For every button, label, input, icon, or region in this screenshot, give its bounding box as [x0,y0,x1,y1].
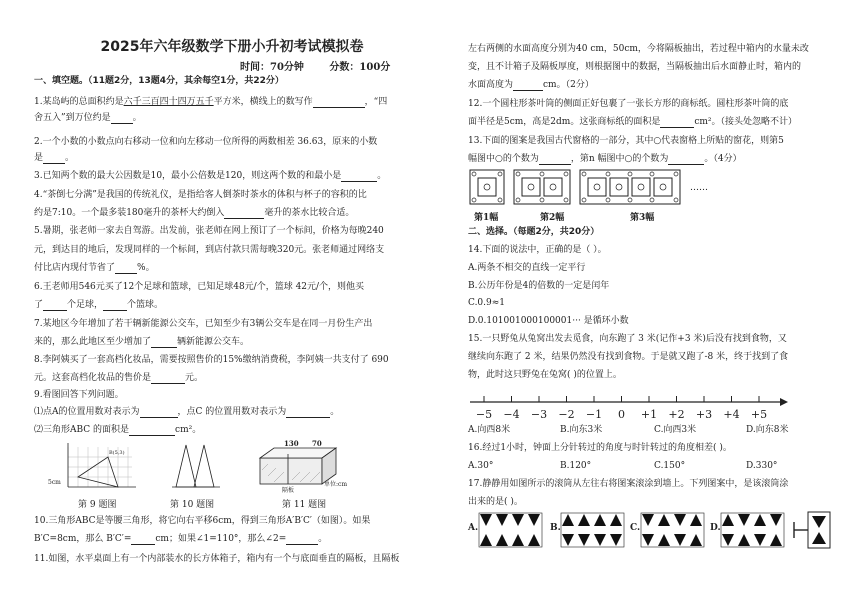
q15-line2: 继续向东跑了 2 米，结果仍然没有找到食物。于是就又跑了-8 米，终于找到了食 [468,352,789,362]
exam-meta [240,58,412,73]
q14-option-a[interactable]: A.两条不相交的直线一定平行 [468,263,586,273]
fig11-dim-130: 130 [284,440,299,448]
number-line-label: −3 [530,408,548,421]
fig11-box [254,440,354,494]
number-line-label: −2 [558,408,575,421]
q5-line1: 5.暑期，张老师一家去自驾游。出发前，张老师在网上预订了一个标间，价格为每晚240 [34,226,384,236]
number-line-label: +4 [723,408,740,421]
q14-stem: 14.下面的说法中，正确的是（ ）。 [468,245,607,255]
section-1-heading: 一、填空题。（11题2分，13题4分，其余每空1分，共22分） [34,76,284,86]
q17-option-d-label[interactable]: D. [710,523,721,533]
q17-option-b-label[interactable]: B. [550,523,561,533]
q7-line2: 来的，那么此地区至少增加了 辆新能源公交车。 [34,337,250,347]
q9-blank1[interactable] [140,407,178,418]
q10-line1: 10.三角形ABC是等腰三角形，将它向右平移6cm，得到三角形A′B′C′（如图）。如果 [34,516,371,526]
q1-line2: 舍五入”到万位约是 。 [34,113,142,123]
q16-option-b[interactable]: B.120° [560,461,592,471]
q16-option-c[interactable]: C.150° [654,461,686,471]
number-line [468,388,788,424]
q13-blank1[interactable] [539,154,571,165]
q4-line1: 4.“茶倒七分满”是我国的传统礼仪，是指给客人倒茶时茶水的体积与杯子的容积的比 [34,190,367,200]
fig9-grid [46,441,142,493]
roller-icon [792,508,834,552]
q4-blank[interactable] [224,208,264,219]
q17-pattern-a[interactable] [478,512,544,548]
q13-blank2[interactable] [668,154,704,165]
fig13-lattices [468,168,768,208]
q9-part2: ⑵三角形ABC 的面积是 cm²。 [34,425,202,435]
q10-blank1[interactable] [131,534,155,545]
number-line-label: +1 [640,408,658,421]
q10-blank2[interactable] [286,534,318,545]
fig9-scale-label: 5cm [48,479,61,486]
q15-option-c[interactable]: C.向西3米 [654,425,697,435]
q15-line1: 15.一只野兔从兔窝出发去觅食，向东跑了 3 米(记作+3 米)后没有找到食物，又 [468,334,787,344]
number-line-label: 0 [618,408,625,421]
fig13-caption-1: 第1幅 [474,213,499,223]
q12-blank[interactable] [660,117,694,128]
q5-blank[interactable] [115,263,137,274]
fig13-ellipsis: …… [690,183,708,193]
q17-line1: 17.静静用如图所示的滚筒从左往右将图案滚涂到墙上。下列图案中，是该滚筒涂 [468,479,789,489]
fig13-caption-2: 第2幅 [540,213,565,223]
q12-line1: 12.一个圆柱形茶叶筒的侧面正好包裹了一张长方形的商标纸。圆柱形茶叶筒的底 [468,99,789,109]
q2-line2: 是 。 [34,153,75,163]
q17-option-c-label[interactable]: C. [630,523,641,533]
q9-blank3[interactable] [129,425,175,436]
q15-option-d[interactable]: D.向东8米 [746,425,789,435]
q4-line2: 约是7:10。一个最多装180毫升的茶杯大约倒入 毫升的茶水比较合适。 [34,208,355,218]
q7-line1: 7.某地区今年增加了若干辆新能源公交车，已知至少有3辆公交车是在同一月份生产出 [34,319,373,329]
q9-part1: ⑴点A的位置用数对表示为 ，点C 的位置用数对表示为 。 [34,407,340,417]
q10-line2: B′C=8cm，那么 B′C′= cm；如果∠1=110°，那么∠2= 。 [34,534,328,544]
q11-line4: 水面高度为 cm。（2分） [468,80,594,90]
fig11-dim-70: 70 [312,440,322,448]
page-title: 2025年六年级数学下册小升初考试模拟卷 [100,39,364,55]
q8-line2: 元。这套高档化妆品的售价是 元。 [34,373,204,383]
q2-line1: 2.一个小数的小数点向右移动一位和向左移动一位所得的两数相差 36.63，原来的小数 [34,137,378,147]
q16-option-a[interactable]: A.30° [468,461,494,471]
q15-option-a[interactable]: A.向西8米 [468,425,511,435]
number-line-label: +5 [750,408,768,421]
fig10-caption: 第 10 题图 [170,500,215,510]
q1-line1: 1.某岛屿的总面积约是六千三百四十四万五千平方米，横线上的数写作 ，“四 [34,97,388,107]
q14-option-c[interactable]: C.0.9≈1 [468,298,506,308]
section-2-heading: 二、选择。（每题2分，共20分） [468,227,600,237]
number-line-label: −5 [475,408,493,421]
q3-line: 3.已知两个数的最大公因数是10，最小公倍数是120，则这两个数的和最小是 。 [34,171,387,181]
fig11-caption: 第 11 题图 [282,500,327,510]
q15-line3: 物，此时这只野兔在兔窝( )的位置上。 [468,370,622,380]
q16-option-d[interactable]: D.330° [746,461,778,471]
q9-heading: 9.看图回答下列问题。 [34,390,124,400]
q8-blank[interactable] [151,373,185,384]
q8-line1: 8.李阿姨买了一套高档化妆品，需要按照售价的15%缴纳消费税，李阿姨一共支付了 690 [34,355,389,365]
number-line-label: −4 [503,408,520,421]
q14-option-d[interactable]: D.0.101001000100001··· 是循环小数 [468,316,629,326]
q13-line1: 13.下面的图案是我国古代窗格的一部分，其中○代表窗格上所贴的窗花，则第5 [468,136,784,146]
number-line-label: +2 [668,408,685,421]
q9-blank2[interactable] [286,407,330,418]
fig13-caption-3: 第3幅 [630,213,655,223]
exam-time: 时间：70分钟 [240,62,304,73]
q11-blank[interactable] [513,80,543,91]
q1-blank1[interactable] [313,97,365,108]
fig10-triangles [170,441,230,493]
q14-option-b[interactable]: B.公历年份是4的倍数的一定是闰年 [468,281,610,291]
q7-blank[interactable] [151,337,177,348]
q6-line2: 了 个足球， 个篮球。 [34,300,164,310]
q15-option-b[interactable]: B.向东3米 [560,425,603,435]
fig11-partition-label: 隔板 [282,487,295,494]
q11-line2: 左右两侧的水面高度分别为40 cm，50cm，今将隔板抽出，若过程中箱内的水量未改 [468,44,809,54]
q3-blank[interactable] [341,171,377,182]
q17-pattern-b[interactable] [560,512,626,548]
q11-line3: 变，且不计箱子及隔板厚度，则根据图中的数据，当隔板抽出后水面静止时，箱内的 [468,62,802,72]
q16-stem: 16.经过1小时，钟面上分针转过的角度与时针转过的角度相差( )。 [468,443,732,453]
q13-line2: 幅图中○的个数为 ，第n 幅图中○的个数为 。（4分） [468,154,742,164]
q17-option-a-label[interactable]: A. [468,523,479,533]
q6-line1: 6.王老师用546元买了12个足球和篮球，已知足球48元/个，篮球 42元/个，则他买 [34,282,365,292]
fig9-point-b: B(5,3) [109,450,125,456]
q1-blank2[interactable] [111,113,133,124]
q2-blank[interactable] [43,153,65,164]
number-line-label: +3 [695,408,713,421]
q17-pattern-c[interactable] [640,512,706,548]
q6-blank2[interactable] [103,300,127,311]
q12-line2: 面半径是5cm，高是2dm。这张商标纸的面积是 cm²。（接头处忽略不计） [468,117,798,127]
q5-line2: 元，到达目的地后，发现同样的一个标间，到店付款只需每晚320元。张老师通过网络支 [34,245,385,255]
fig9-caption: 第 9 题图 [78,500,117,510]
q6-blank1[interactable] [43,300,67,311]
q11-line1: 11.如图，水平桌面上有一个内部装水的长方体箱子，箱内有一个与底面垂直的隔板，且隔板 [34,554,400,564]
exam-score: 分数：100分 [329,62,391,73]
q5-line3: 付比店内现付节省了 %。 [34,263,155,273]
q17-line2: 出来的是( )。 [468,497,523,507]
q17-pattern-d[interactable] [720,512,786,548]
fig11-unit-label: 单位:cm [324,481,348,488]
number-line-label: −1 [585,408,603,421]
